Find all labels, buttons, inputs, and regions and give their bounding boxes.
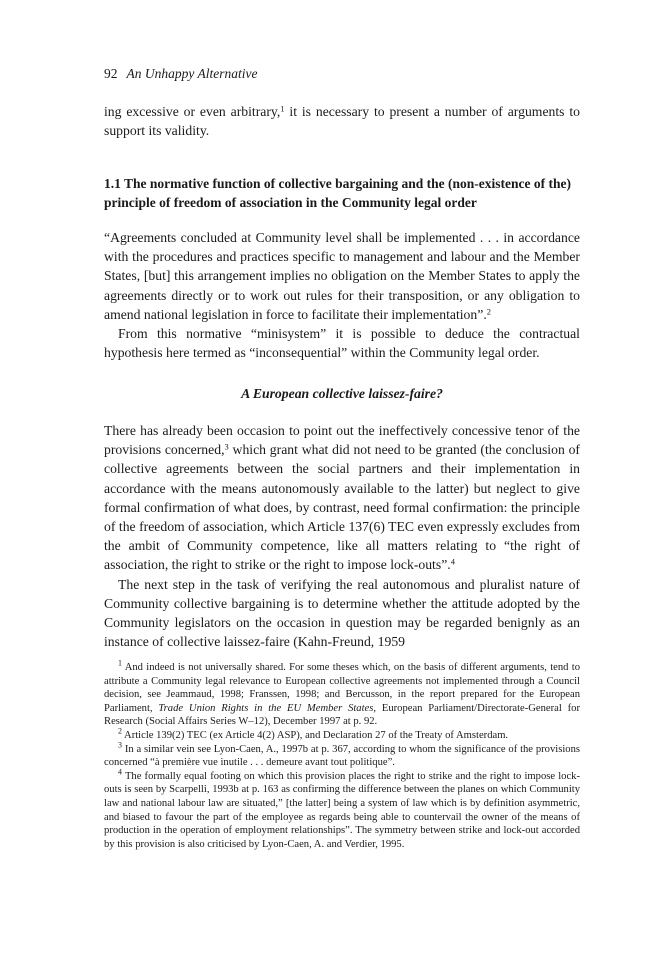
running-head	[104, 66, 257, 82]
footnote-1	[104, 658, 580, 729]
running-head-title: An Unhappy Alternative	[126, 66, 258, 81]
footnote-ref-3[interactable]: 3	[224, 441, 229, 452]
quote-paragraph	[104, 228, 580, 324]
quote-text: “Agreements concluded at Community level shall be implemented . . . in accordance with the procedures and practices specific to management and labour and the Member States, [but] this arrangement implies no obligation on the Member States to apply the agreements directly or to work out rules for their transposition, or any obligation to amend national legislation in force to facilitate their implementation”.	[104, 230, 580, 322]
footnote-ref-4[interactable]: 4	[450, 556, 455, 567]
footnote-text: And indeed is not universally shared. For some theses which, on the basis of different arguments, tend to attribute a Community legal relevance to European collective agreements not implemented through a Council decision, see Jeammaud, 1998; Franssen, 1998; and Bercusson, in the report prepared for the European Parliament,	[104, 662, 580, 714]
body-block	[104, 421, 580, 651]
minisystem-paragraph: From this normative “minisystem” it is possible to deduce the contractual hypothesis here termed as “inconsequential” within the Community legal order.	[104, 326, 580, 361]
intro-text: ing excessive or even arbitrary,	[104, 104, 281, 119]
footnote-italic-title: Trade Union Rights in the EU Member States	[158, 702, 374, 714]
body-paragraph-1	[104, 421, 580, 575]
footnote-text: Article 139(2) TEC (ex Article 4(2) ASP), and Declaration 27 of the Treaty of Amsterdam.	[124, 729, 509, 741]
footnote-4	[104, 767, 580, 852]
paragraph-1-text: There has already been occasion to point out the ineffectively concessive tenor of the provisions concerned,	[104, 423, 580, 458]
intro-text-cont: it is necessary to present a number of arguments to support its validity.	[104, 104, 581, 139]
footnote-text-cont: , European Parliament/Directorate-General for Research (Social Affairs Series W–12), December 1997 at p. 92.	[104, 702, 580, 728]
paragraph-1-text-cont: which grant what did not need to be granted (the conclusion of collective agreements between the social partners and their implementation in accordance with the means autonomously available to the latter) but neglect to give formal confirmation of what does, by contrast, need formal confirmation: the principle of the freedom of association, which Article 137(6) TEC even expressly excludes from the ambit of Community competence, like all matters relating to “the right of association, the right to strike or the right to impose lock-outs”.	[104, 442, 580, 573]
footnotes	[104, 658, 580, 851]
footnote-text: In a similar vein see Lyon-Caen, A., 1997b at p. 367, according to whom the significance of the provisions concerned “à première vue inutile . . . demeure avant tout politique”.	[104, 743, 580, 769]
footnote-3	[104, 740, 580, 770]
section-heading: 1.1 The normative function of collective bargaining and the (non-existence of the) principle of freedom of association in the Community legal order	[104, 176, 571, 211]
footnote-mark: 3	[118, 740, 122, 750]
footnote-mark: 4	[118, 767, 122, 777]
footnote-mark: 1	[118, 658, 122, 668]
footnote-mark: 2	[118, 726, 122, 736]
footnote-text: The formally equal footing on which this provision places the right to strike and the right to impose lock-outs is seen by Scarpelli, 1993b at p. 163 as confirming the difference between the planes on which Community law and national labour law are situated,” [the latter] being a system of law which is by definition asymmetric, and biased to favour the part of the employee as regards being able to countervail the owner of the means of production in the operation of employment relationships”. The symmetry between strike and lock-out accorded by this provision is also criticised by Lyon-Caen, A. and Verdier, 1995.	[104, 770, 580, 850]
page-number: 92	[104, 66, 118, 81]
body-paragraph-2: The next step in the task of verifying the real autonomous and pluralist nature of Community collective bargaining is to determine whether the attitude adopted by the Community legislators on the occasion in question may be regarded benignly as an instance of collective laissez-faire (Kahn-Freund, 1959	[104, 576, 580, 650]
intro-paragraph	[104, 102, 580, 140]
subheading: A European collective laissez-faire?	[241, 386, 443, 401]
footnote-ref-1[interactable]: 1	[280, 103, 285, 114]
quote-block	[104, 228, 580, 362]
footnote-ref-2[interactable]: 2	[486, 306, 491, 317]
footnote-2	[104, 726, 580, 743]
